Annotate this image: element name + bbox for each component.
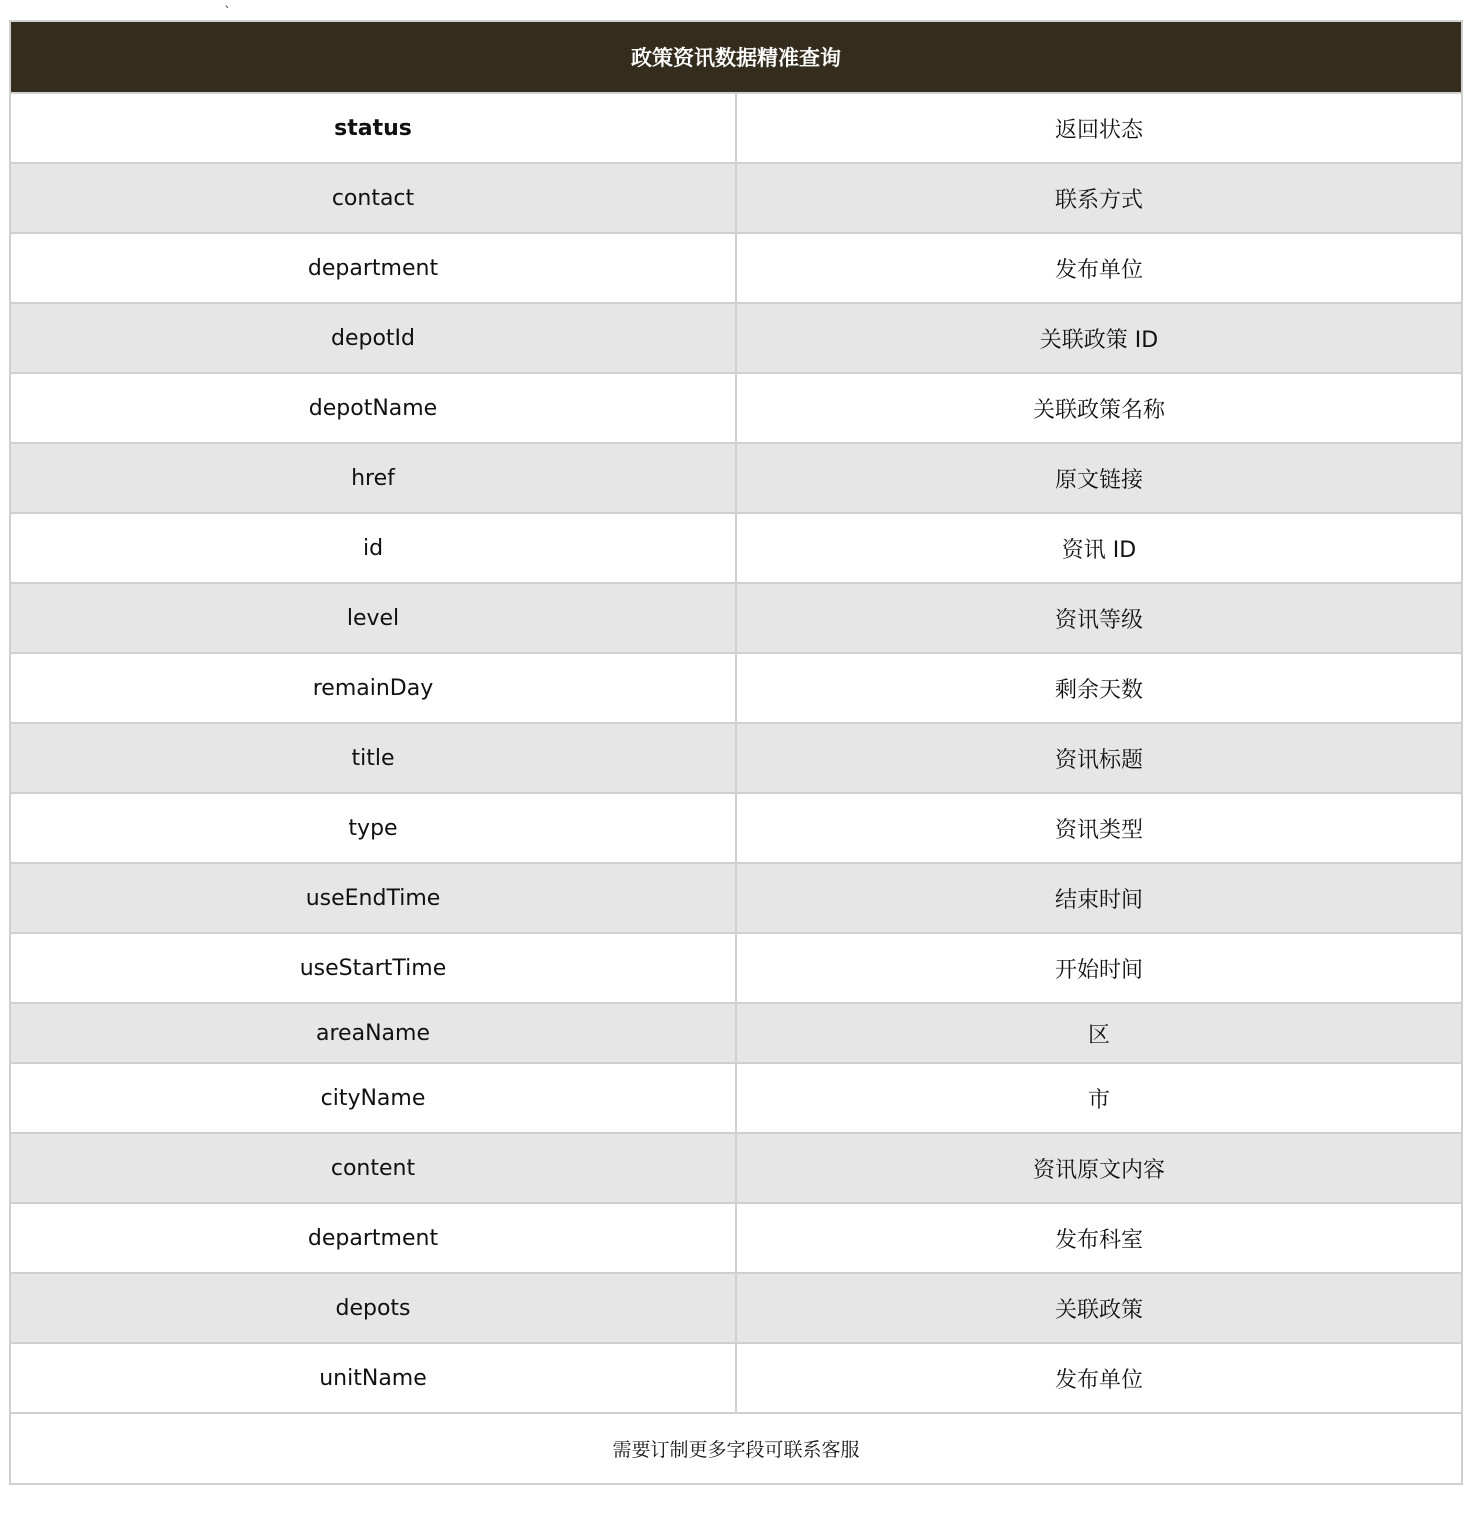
table-row <box>11 653 1461 723</box>
field-name: unitName <box>11 1343 736 1413</box>
field-name: useStartTime <box>11 933 736 1003</box>
table-row <box>11 1273 1461 1343</box>
field-description: 资讯原文内容 <box>736 1133 1461 1203</box>
field-name: content <box>11 1133 736 1203</box>
table-row <box>11 163 1461 233</box>
field-name: department <box>11 233 736 303</box>
field-name: cityName <box>11 1063 736 1133</box>
field-description: 区 <box>736 1003 1461 1063</box>
field-description: 资讯 ID <box>736 513 1461 583</box>
table-row <box>11 1003 1461 1063</box>
field-name: depotId <box>11 303 736 373</box>
field-name: type <box>11 793 736 863</box>
field-description: 关联政策名称 <box>736 373 1461 443</box>
field-description: 开始时间 <box>736 933 1461 1003</box>
field-description: 原文链接 <box>736 443 1461 513</box>
field-description: 结束时间 <box>736 863 1461 933</box>
field-name: level <box>11 583 736 653</box>
field-name: department <box>11 1203 736 1273</box>
field-name: title <box>11 723 736 793</box>
field-name: depots <box>11 1273 736 1343</box>
field-description: 返回状态 <box>736 93 1461 163</box>
table-row <box>11 1063 1461 1133</box>
table-row <box>11 373 1461 443</box>
field-description: 发布科室 <box>736 1203 1461 1273</box>
field-description: 发布单位 <box>736 1343 1461 1413</box>
field-name: useEndTime <box>11 863 736 933</box>
stray-mark: ` <box>224 5 231 21</box>
field-name: depotName <box>11 373 736 443</box>
field-name: remainDay <box>11 653 736 723</box>
table-row <box>11 513 1461 583</box>
field-description: 关联政策 ID <box>736 303 1461 373</box>
field-name: id <box>11 513 736 583</box>
table-row <box>11 1133 1461 1203</box>
table-row <box>11 303 1461 373</box>
table-row <box>11 723 1461 793</box>
field-description: 资讯等级 <box>736 583 1461 653</box>
table-row <box>11 1203 1461 1273</box>
field-description: 资讯类型 <box>736 793 1461 863</box>
field-name: status <box>11 93 736 163</box>
table-header-row <box>11 22 1461 93</box>
table-row <box>11 863 1461 933</box>
field-description: 发布单位 <box>736 233 1461 303</box>
field-table-container <box>9 20 1463 1485</box>
table-row <box>11 1343 1461 1413</box>
field-description: 联系方式 <box>736 163 1461 233</box>
table-footer-row <box>11 1413 1461 1483</box>
table-row <box>11 93 1461 163</box>
table-row <box>11 233 1461 303</box>
field-name: href <box>11 443 736 513</box>
field-name: contact <box>11 163 736 233</box>
field-table <box>11 22 1461 1483</box>
table-row <box>11 583 1461 653</box>
table-row <box>11 793 1461 863</box>
table-row <box>11 933 1461 1003</box>
field-description: 资讯标题 <box>736 723 1461 793</box>
table-row <box>11 443 1461 513</box>
field-description: 剩余天数 <box>736 653 1461 723</box>
table-footer-note: 需要订制更多字段可联系客服 <box>11 1413 1461 1483</box>
table-title: 政策资讯数据精准查询 <box>11 22 1461 93</box>
field-description: 关联政策 <box>736 1273 1461 1343</box>
field-name: areaName <box>11 1003 736 1063</box>
field-description: 市 <box>736 1063 1461 1133</box>
